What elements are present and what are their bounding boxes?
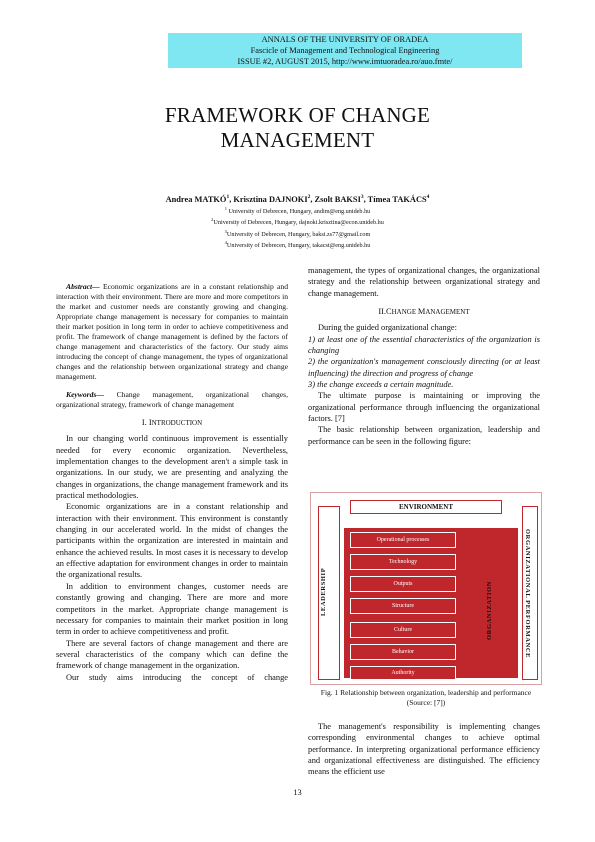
bar-behavior: Behavior	[350, 644, 456, 660]
bar-structure: Structure	[350, 598, 456, 614]
abstract: Abstract— Economic organizations are in a constant relationship and interaction with their environment. There are more and more competitors in the market and customer needs are constantly growing and changing. Appropriate change management is necessary for companies to maintain their market position in long term in order to achieve competitiveness and profit. The framework of change management is defined by the factors of change management and characteristics of the factory. Our study aims introducing the concept of change management, the types of organizational changes and the relationship between organizational strategy and change management.	[56, 282, 288, 381]
figure-diagram	[310, 492, 542, 685]
figure-caption: Fig. 1 Relationship between organization, leadership and performance (Source: [7])	[320, 688, 532, 707]
paragraph: In addition to environment changes, customer needs are constantly growing and changing. There are more and more competitors in the market. Appropriate change management is necessary for companies to maintain their market position in long term in order to achieve competitiveness and profit.	[56, 581, 288, 637]
organization-label: ORGANIZATION	[486, 580, 493, 640]
bar-culture: Culture	[350, 622, 456, 638]
environment-label: ENVIRONMENT	[398, 503, 454, 511]
paragraph: There are several factors of change management and there are several characteristics of the company which can define the framework of change management in the organization.	[56, 638, 288, 671]
bar-outputs: Outputs	[350, 576, 456, 592]
journal-issue: ISSUE #2, AUGUST 2015, http://www.imtuoradea.ro/auo.fmte/	[237, 57, 453, 66]
page-number: 13	[293, 788, 302, 797]
leadership-label: LEADERSHIP	[320, 567, 327, 617]
affiliation: $^2$University of Debrecen, Hungary, dajnoki.krisztina@econ.unideb.hu	[211, 217, 384, 227]
affiliation: $^4$University of Debrecen, Hungary, takacst@eng.unideb.hu	[224, 240, 371, 250]
list-item: 1) at least one of the essential characteristics of the organization is changing	[308, 334, 540, 356]
performance-label: ORGANIZATIONAL PERFORMANCE	[524, 529, 531, 659]
list-item: 3) the change exceeds a certain magnitude.	[308, 380, 454, 390]
paragraph: management, the types of organizational changes, the organizational strategy and the relationship between organizational strategy and change management.	[308, 266, 540, 298]
paper-title: FRAMEWORK OF CHANGE MANAGEMENT	[164, 103, 431, 152]
bar-operational-processes: Operational processes	[350, 532, 456, 548]
section-heading-introduction: I. INTRODUCTION	[141, 418, 203, 427]
paragraph: Economic organizations are in a constant relationship and interaction with their environment. This environment is constantly changing in our accelerated world. In the midst of changes the participants within the organization are interested in maintain and enhance the achieved results. In most cases it is necessary to develop an effective adaptation for environment changes in order to maintain the organizational results.	[56, 502, 288, 580]
list-item: 2) the organization's management consciously directing (or at least influencing) the direction and progress of change	[308, 357, 540, 378]
journal-header	[168, 33, 522, 68]
paragraph: During the guided organizational change:	[318, 323, 457, 333]
keywords: Keywords— Change management, organizational changes, organizational strategy, framework of change management	[56, 390, 288, 409]
left-column	[56, 282, 288, 683]
right-column	[308, 265, 540, 447]
paragraph: The basic relationship between organization, leadership and performance can be seen in the following figure:	[308, 425, 540, 446]
paragraph: Our study aims introducing the concept of change	[66, 672, 288, 682]
bar-technology: Technology	[350, 554, 456, 570]
affiliation: $^1$ University of Debrecen, Hungary, andim@eng.unideb.hu	[224, 206, 371, 216]
section-heading-change-management: II.CHANGE MANAGEMENT	[378, 307, 470, 317]
affiliation-list	[60, 205, 535, 251]
bar-authority: Authority	[350, 666, 456, 680]
paragraph: The management's responsibility is implementing changes corresponding environmental changes to achieve optimal performance. In interpreting organizational performance efficiency and organizational effectiveness are distinguished. The efficiency means the efficient use	[308, 722, 540, 777]
paragraph: In our changing world continuous improvement is essentially needed for every economic organization. Nevertheless, implementation changes to the development aren't a simple task in organizations. In our study, we are presenting and analyzing the changes in organizations, the change management framework and its practical methodologies.	[56, 434, 288, 501]
paragraph: The ultimate purpose is maintaining or improving the organizational performance through influencing the organizational factors. [7]	[308, 391, 540, 424]
right-column-continued	[308, 721, 540, 778]
journal-name: ANNALS OF THE UNIVERSITY OF ORADEA	[261, 35, 429, 44]
affiliation: $^3$University of Debrecen, Hungary, baksi.zs77@gmail.com	[224, 228, 371, 238]
author-list: Andrea MATKÓ$^1$, Krisztina DAJNOKI$^2$, Zsolt BAKSI$^3$, Tímea TAKÁCS$^4$	[165, 194, 430, 204]
journal-fascicle: Fascicle of Management and Technological Engineering	[250, 46, 440, 55]
